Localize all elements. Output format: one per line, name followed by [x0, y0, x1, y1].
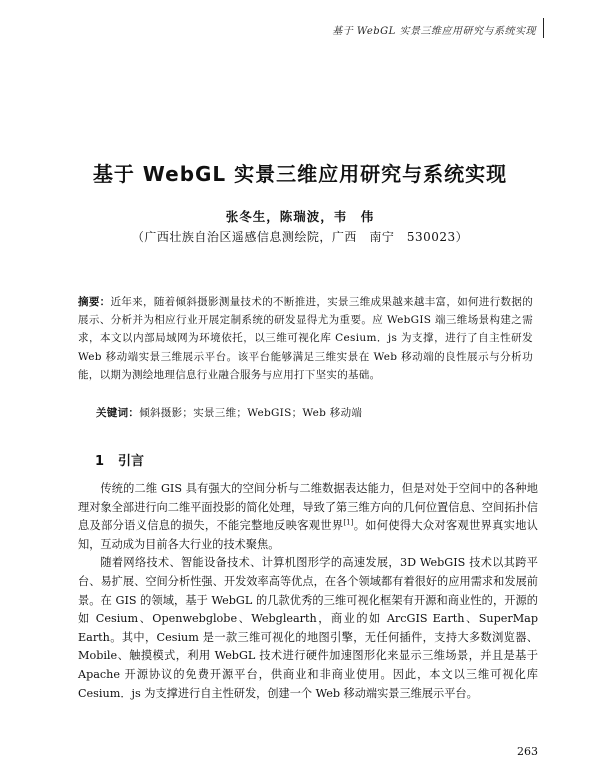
header-rule — [543, 18, 544, 38]
paragraph-1 — [78, 480, 538, 554]
affiliation: （广西壮族自治区遥感信息测绘院，广西 南宁 530023） — [131, 230, 469, 244]
section-heading — [95, 450, 144, 469]
citation-ref[interactable]: [1] — [343, 518, 354, 527]
abstract-text: 近年来，随着倾斜摄影测量技术的不断推进，实景三维成果越来越丰富，如何进行数据的展示、分析并为相应行业开展定制系统的研发显得尤为重要。应 WebGIS 端三维场景构建之需求，本文以内部局域网为环境依托，以三维可视化库 Cesium．js 为支撑，进行了自主性研发 Web 移动端实景三维展示平台。该平台能够满足三维实景在 Web 移动端的良性展示与分析功能，以期为测绘地理信息行业融合服务与应用打下坚实的基础。 — [78, 296, 534, 381]
author-list: 张冬生，陈瑞波，韦 伟 — [225, 209, 375, 224]
running-header: 基于 WebGL 实景三维应用研究与系统实现 — [332, 26, 536, 37]
section-number: 1 — [95, 454, 105, 469]
section-body — [78, 480, 538, 703]
paragraph-1-text: 传统的二维 GIS 具有强大的空间分析与二维数据表达能力，但是对处于空间中的各种地理对象全部进行向二维平面投影的简化处理，导致了第三维方向的几何位置信息、空间拓扑信息及部分语义信息的损失，不能完整地反映客观世界 — [78, 482, 538, 533]
paragraph-1-text-cont: 。如何使得大众对客观世界真实地认知，互动成为目前各大行业的技术聚焦。 — [78, 519, 538, 551]
keywords-label: 关键词： — [96, 407, 140, 419]
abstract-label: 摘要： — [78, 296, 111, 308]
abstract — [78, 293, 533, 384]
page-number: 263 — [517, 745, 538, 758]
keywords-text: 倾斜摄影；实景三维；WebGIS；Web 移动端 — [139, 407, 363, 419]
section-title: 引言 — [118, 454, 145, 469]
keywords — [96, 405, 536, 420]
paragraph-2: 随着网络技术、智能设备技术、计算机图形学的高速发展，3D WebGIS 技术以其跨平台、易扩展、空间分析性强、开发效率高等优点，在各个领域都有着很好的应用需求和发展前景。在 GIS 的领域，基于 WebGL 的几款优秀的三维可视化框架有开源和商业性的，开源的如 Cesium、Openwebglobe、Webglearth，商业的如 ArcGIS Earth、SuperMap Earth。其中，Cesium 是一款三维可视化的地图引擎，无任何插件，支持大多数浏览器、Mobile、触摸模式，利用 WebGL 技术进行硬件加速图形化来显示三维场景，并且是基于 Apache 开源协议的免费开源平台，供商业和非商业使用。因此，本文以三维可视化库 Cesium．js 为支撑进行自主性研发，创建一个 Web 移动端实景三维展示平台。 — [78, 556, 538, 700]
paper-title: 基于 WebGL 实景三维应用研究与系统实现 — [92, 162, 508, 186]
